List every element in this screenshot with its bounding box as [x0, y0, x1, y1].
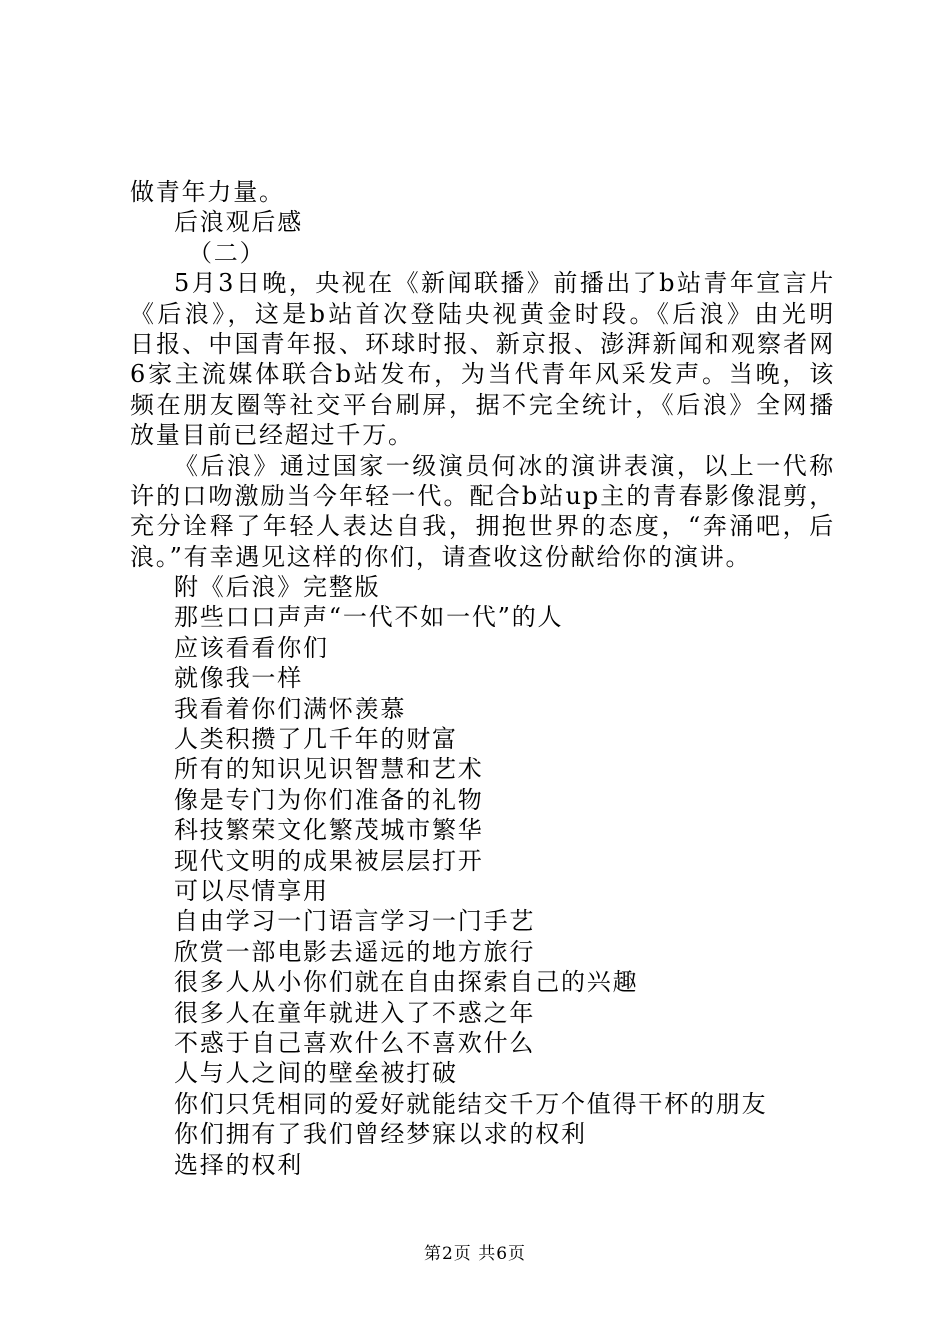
poem-line: 所有的知识见识智慧和艺术 [174, 755, 484, 784]
page-number-footer: 第2页 共6页 [423, 1244, 527, 1264]
poem-line: 应该看看你们 [174, 633, 329, 662]
paragraph-line: 《后浪》，这是b站首次登陆央视黄金时段。《后浪》由光明 [130, 299, 835, 328]
poem-line: 人与人之间的壁垒被打破 [174, 1059, 458, 1088]
poem-line: 像是专门为你们准备的礼物 [174, 785, 484, 814]
poem-line: 欣赏一部电影去遥远的地方旅行 [174, 937, 536, 966]
paragraph-line: 《后浪》通过国家一级演员何冰的演讲表演，以上一代称 [174, 451, 835, 480]
poem-line: 可以尽情享用 [174, 876, 329, 905]
section-number: （二） [188, 238, 266, 267]
text-line: 做青年力量。 [130, 178, 285, 206]
paragraph-line: 浪。”有幸遇见这样的你们，请查收这份献给你的演讲。 [130, 542, 752, 571]
poem-line: 不惑于自己喜欢什么不喜欢什么 [174, 1028, 536, 1057]
poem-line: 现代文明的成果被层层打开 [174, 846, 484, 875]
paragraph-line: 6家主流媒体联合b站发布，为当代青年风采发声。当晚，该 [130, 360, 835, 389]
paragraph-line: 日报、中国青年报、环球时报、新京报、澎湃新闻和观察者网 [130, 329, 835, 358]
document-body [130, 177, 835, 1180]
paragraph-line: 充分诠释了年轻人表达自我，拥抱世界的态度，“奔涌吧，后 [130, 512, 835, 541]
paragraph-line: 许的口吻激励当今年轻一代。配合b站up主的青春影像混剪， [130, 481, 835, 510]
paragraph-line: 放量目前已经超过千万。 [130, 421, 414, 450]
poem-line: 选择的权利 [174, 1150, 303, 1179]
poem-line: 那些口口声声“一代不如一代”的人 [174, 603, 564, 632]
poem-line: 科技繁荣文化繁茂城市繁华 [174, 816, 484, 845]
section-heading: 后浪观后感 [174, 208, 303, 237]
poem-line: 你们拥有了我们曾经梦寐以求的权利 [174, 1120, 587, 1149]
section-heading: 附《后浪》完整版 [174, 573, 381, 602]
poem-line: 我看着你们满怀羡慕 [174, 694, 407, 723]
paragraph-line: 5月3日晚，央视在《新闻联播》前播出了b站青年宣言片 [174, 269, 835, 298]
poem-line: 人类积攒了几千年的财富 [174, 725, 458, 754]
poem-line: 就像我一样 [174, 664, 303, 693]
poem-line: 你们只凭相同的爱好就能结交千万个值得干杯的朋友 [174, 1089, 768, 1118]
poem-line: 自由学习一门语言学习一门手艺 [174, 907, 536, 936]
paragraph-line: 频在朋友圈等社交平台刷屏，据不完全统计，《后浪》全网播 [130, 390, 835, 419]
poem-line: 很多人从小你们就在自由探索自己的兴趣 [174, 968, 639, 997]
poem-line: 很多人在童年就进入了不惑之年 [174, 998, 536, 1027]
